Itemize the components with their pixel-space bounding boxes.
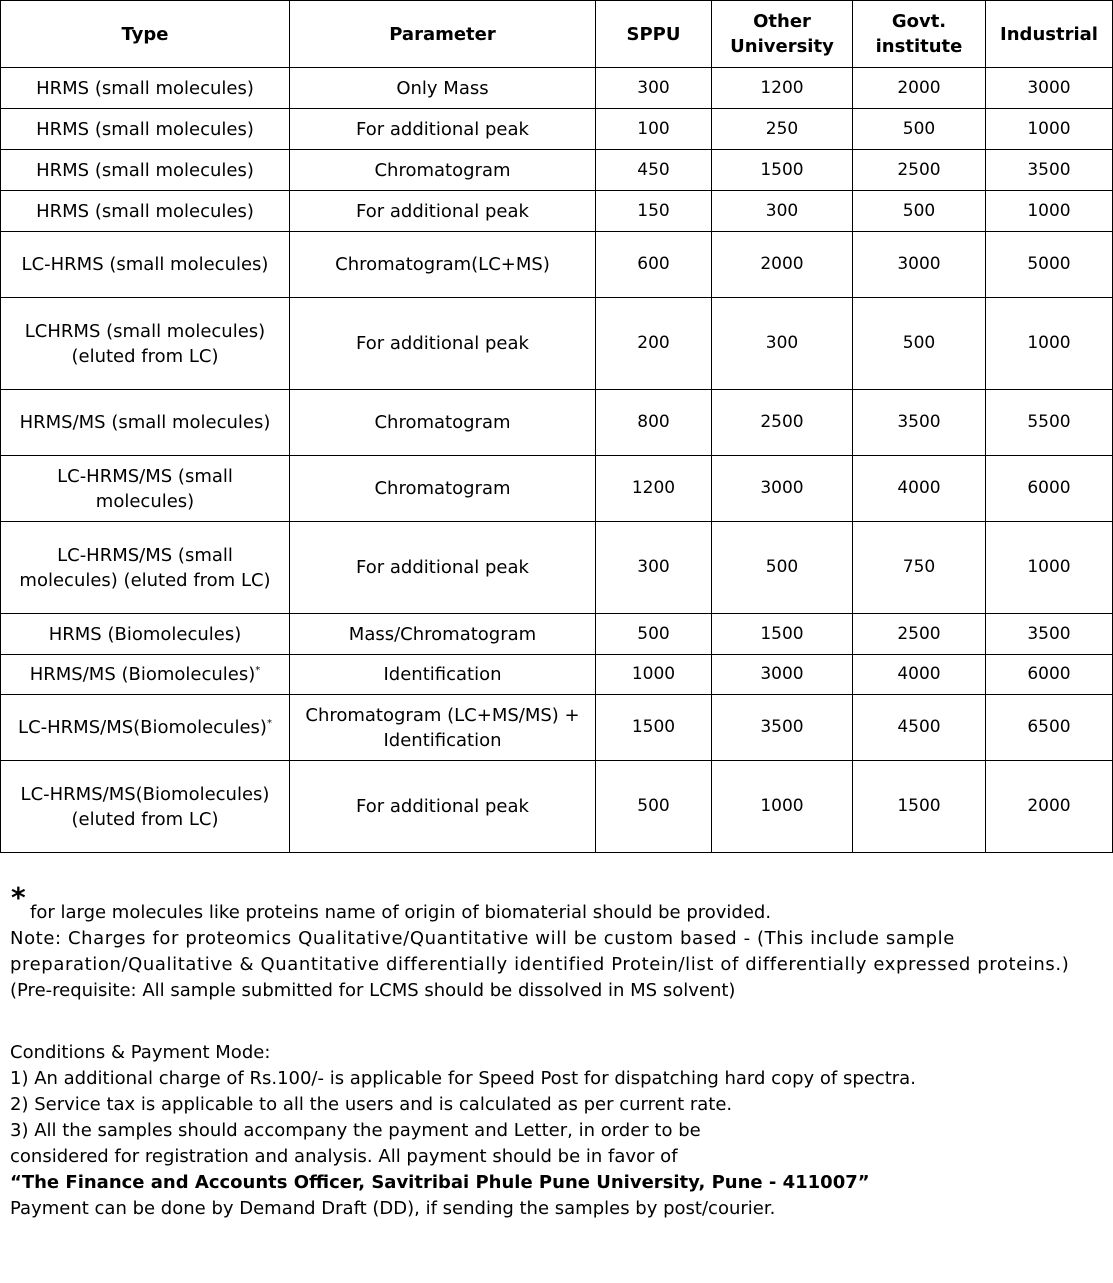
header-parameter: Parameter bbox=[290, 1, 596, 68]
notes-section bbox=[10, 881, 1108, 1222]
cell-sppu: 800 bbox=[596, 390, 712, 456]
cell-parameter: Chromatogram bbox=[290, 150, 596, 191]
cell-sppu: 200 bbox=[596, 298, 712, 390]
cell-govt-institute: 4500 bbox=[853, 695, 986, 761]
cell-parameter: Mass/Chromatogram bbox=[290, 614, 596, 655]
cell-industrial: 1000 bbox=[986, 109, 1113, 150]
cell-sppu: 500 bbox=[596, 761, 712, 853]
table-header-row bbox=[1, 1, 1113, 68]
cell-industrial: 3500 bbox=[986, 150, 1113, 191]
cell-sppu: 300 bbox=[596, 522, 712, 614]
cell-industrial: 5000 bbox=[986, 232, 1113, 298]
cell-parameter: Chromatogram bbox=[290, 390, 596, 456]
cell-govt-institute: 3500 bbox=[853, 390, 986, 456]
cell-industrial: 6500 bbox=[986, 695, 1113, 761]
cell-govt-institute: 750 bbox=[853, 522, 986, 614]
conditions-section bbox=[10, 1040, 1108, 1222]
cell-parameter: Identification bbox=[290, 655, 596, 695]
table-row bbox=[1, 761, 1113, 853]
table-row bbox=[1, 456, 1113, 522]
cell-parameter: For additional peak bbox=[290, 522, 596, 614]
condition-item-3-line-1: 3) All the samples should accompany the payment and Letter, in order to be bbox=[10, 1120, 701, 1141]
proteomics-note: Note: Charges for proteomics Qualitative/Quantitative will be custom based - (This include sample preparation/Qualitative & Quantitative differentially identified Protein/list of differentially expressed proteins.) bbox=[10, 928, 1070, 975]
header-type: Type bbox=[1, 1, 290, 68]
cell-sppu: 1500 bbox=[596, 695, 712, 761]
header-other-university: Other University bbox=[712, 1, 853, 68]
cell-type: LCHRMS (small molecules)(eluted from LC) bbox=[1, 298, 290, 390]
cell-govt-institute: 500 bbox=[853, 298, 986, 390]
table-row bbox=[1, 191, 1113, 232]
cell-other-university: 1200 bbox=[712, 68, 853, 109]
condition-item-1: 1) An additional charge of Rs.100/- is applicable for Speed Post for dispatching hard copy of spectra. bbox=[10, 1068, 916, 1089]
cell-other-university: 2000 bbox=[712, 232, 853, 298]
conditions-heading: Conditions & Payment Mode: bbox=[10, 1042, 271, 1063]
cell-sppu: 1200 bbox=[596, 456, 712, 522]
cell-sppu: 600 bbox=[596, 232, 712, 298]
footnote-asterisk bbox=[10, 881, 1108, 926]
table-row bbox=[1, 68, 1113, 109]
cell-industrial: 3500 bbox=[986, 614, 1113, 655]
cell-industrial: 5500 bbox=[986, 390, 1113, 456]
cell-type: HRMS (small molecules) bbox=[1, 68, 290, 109]
cell-other-university: 1500 bbox=[712, 150, 853, 191]
cell-govt-institute: 2000 bbox=[853, 68, 986, 109]
cell-industrial: 2000 bbox=[986, 761, 1113, 853]
cell-other-university: 2500 bbox=[712, 390, 853, 456]
demand-draft-note: Payment can be done by Demand Draft (DD), if sending the samples by post/courier. bbox=[10, 1198, 776, 1219]
table-row bbox=[1, 695, 1113, 761]
cell-other-university: 3500 bbox=[712, 695, 853, 761]
condition-item-3-line-2: considered for registration and analysis. All payment should be in favor of bbox=[10, 1146, 678, 1167]
cell-parameter: For additional peak bbox=[290, 298, 596, 390]
cell-other-university: 1000 bbox=[712, 761, 853, 853]
cell-industrial: 1000 bbox=[986, 522, 1113, 614]
cell-type: HRMS (small molecules) bbox=[1, 150, 290, 191]
cell-govt-institute: 4000 bbox=[853, 655, 986, 695]
cell-industrial: 3000 bbox=[986, 68, 1113, 109]
table-row bbox=[1, 614, 1113, 655]
footnote-text: for large molecules like proteins name of origin of biomaterial should be provided. bbox=[30, 902, 772, 923]
cell-parameter: For additional peak bbox=[290, 761, 596, 853]
cell-type: HRMS (small molecules) bbox=[1, 109, 290, 150]
table-row bbox=[1, 655, 1113, 695]
cell-other-university: 500 bbox=[712, 522, 853, 614]
cell-parameter: Chromatogram (LC+MS/MS) + Identification bbox=[290, 695, 596, 761]
condition-item-2: 2) Service tax is applicable to all the users and is calculated as per current rate. bbox=[10, 1094, 733, 1115]
header-govt-institute: Govt. institute bbox=[853, 1, 986, 68]
cell-type: HRMS (Biomolecules) bbox=[1, 614, 290, 655]
table-row bbox=[1, 522, 1113, 614]
cell-type: HRMS (small molecules) bbox=[1, 191, 290, 232]
cell-govt-institute: 500 bbox=[853, 109, 986, 150]
cell-govt-institute: 2500 bbox=[853, 150, 986, 191]
table-row bbox=[1, 390, 1113, 456]
cell-industrial: 6000 bbox=[986, 456, 1113, 522]
cell-other-university: 3000 bbox=[712, 655, 853, 695]
cell-sppu: 1000 bbox=[596, 655, 712, 695]
cell-sppu: 450 bbox=[596, 150, 712, 191]
cell-type: LC-HRMS/MS(Biomolecules) (eluted from LC) bbox=[1, 761, 290, 853]
table-body bbox=[1, 68, 1113, 853]
table-row bbox=[1, 298, 1113, 390]
cell-other-university: 250 bbox=[712, 109, 853, 150]
cell-sppu: 300 bbox=[596, 68, 712, 109]
table-row bbox=[1, 109, 1113, 150]
cell-sppu: 150 bbox=[596, 191, 712, 232]
header-sppu: SPPU bbox=[596, 1, 712, 68]
cell-parameter: For additional peak bbox=[290, 109, 596, 150]
header-industrial: Industrial bbox=[986, 1, 1113, 68]
cell-type: LC-HRMS (small molecules) bbox=[1, 232, 290, 298]
cell-govt-institute: 4000 bbox=[853, 456, 986, 522]
cell-industrial: 6000 bbox=[986, 655, 1113, 695]
cell-other-university: 3000 bbox=[712, 456, 853, 522]
cell-industrial: 1000 bbox=[986, 191, 1113, 232]
cell-type: HRMS/MS (small molecules) bbox=[1, 390, 290, 456]
footnote-star-symbol: * bbox=[11, 881, 26, 914]
cell-parameter: Chromatogram bbox=[290, 456, 596, 522]
table-row bbox=[1, 232, 1113, 298]
cell-other-university: 300 bbox=[712, 298, 853, 390]
cell-other-university: 1500 bbox=[712, 614, 853, 655]
cell-parameter: Chromatogram(LC+MS) bbox=[290, 232, 596, 298]
cell-type: LC-HRMS/MS (small molecules) (eluted from LC) bbox=[1, 522, 290, 614]
cell-type: HRMS/MS (Biomolecules)* bbox=[1, 655, 290, 695]
cell-govt-institute: 2500 bbox=[853, 614, 986, 655]
cell-sppu: 100 bbox=[596, 109, 712, 150]
cell-govt-institute: 1500 bbox=[853, 761, 986, 853]
cell-type: LC-HRMS/MS(Biomolecules)* bbox=[1, 695, 290, 761]
payee-name: “The Finance and Accounts Officer, Savitribai Phule Pune University, Pune - 411007” bbox=[10, 1172, 870, 1193]
cell-other-university: 300 bbox=[712, 191, 853, 232]
cell-govt-institute: 3000 bbox=[853, 232, 986, 298]
prerequisite-note: (Pre-requisite: All sample submitted for LCMS should be dissolved in MS solvent) bbox=[10, 980, 736, 1001]
cell-parameter: Only Mass bbox=[290, 68, 596, 109]
cell-parameter: For additional peak bbox=[290, 191, 596, 232]
cell-type: LC-HRMS/MS (small molecules) bbox=[1, 456, 290, 522]
cell-industrial: 1000 bbox=[986, 298, 1113, 390]
cell-sppu: 500 bbox=[596, 614, 712, 655]
table-row bbox=[1, 150, 1113, 191]
cell-govt-institute: 500 bbox=[853, 191, 986, 232]
